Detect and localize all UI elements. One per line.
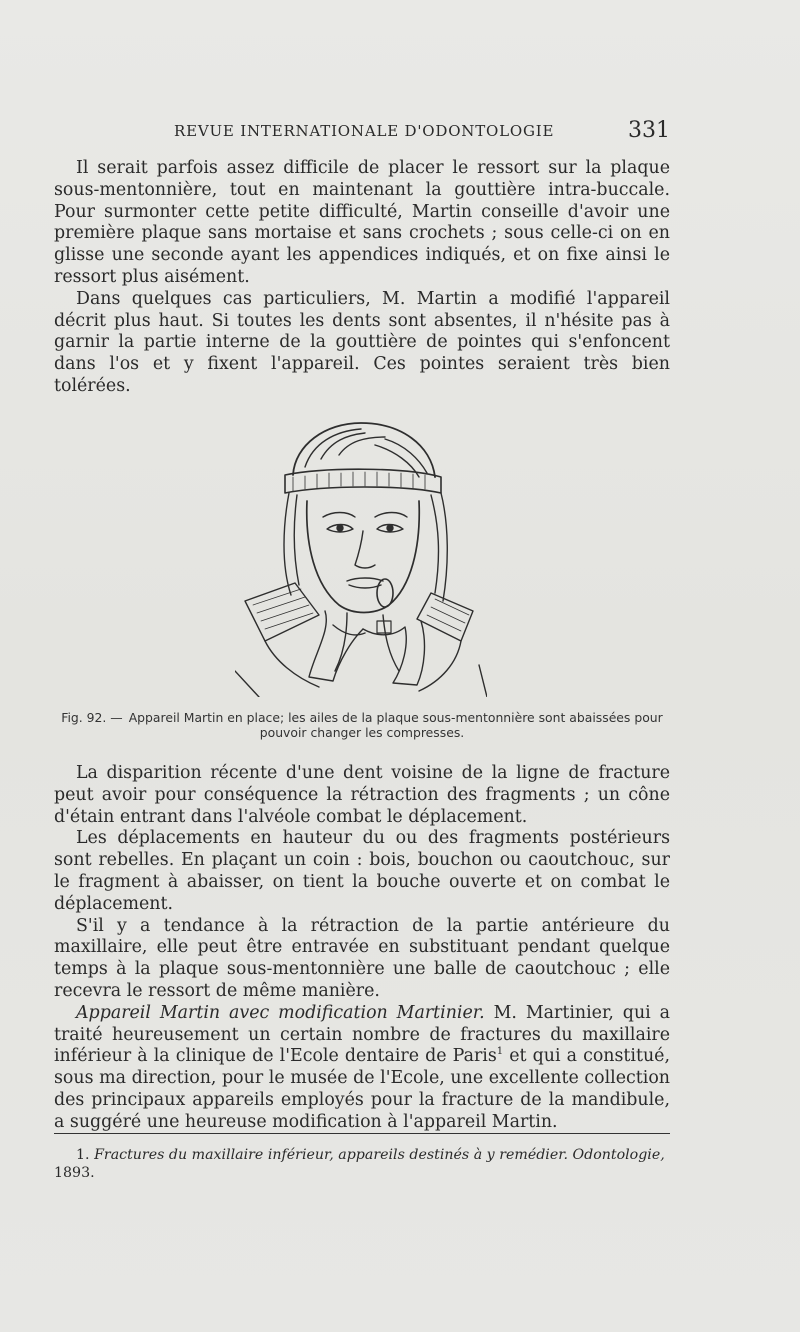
footnote-reference: 1 <box>496 1046 504 1058</box>
footnote <box>54 1146 670 1182</box>
figure-caption-text: Appareil Martin en place; les ailes de la plaque sous-mentonnière sont abaissées pour pouvoir changer les compresses. <box>128 710 663 740</box>
paragraph-martinier <box>54 1003 670 1134</box>
text-block-bottom <box>54 763 670 1134</box>
paragraph: Les déplacements en hauteur du ou des fragments postérieurs sont rebelles. En plaçant un coin : bois, bouchon ou caoutchouc, sur le fragment à abaisser, on tient la bouche ouverte et on combat le déplacement. <box>54 828 670 914</box>
paragraph: S'il y a tendance à la rétraction de la partie antérieure du maxillaire, elle peut être entravée en substituant pendant quelque temps à la plaque sous-mentonnière une balle de caoutchouc ; elle recevra le ressort de même manière. <box>54 915 670 1001</box>
text-block-top <box>54 158 670 398</box>
footnote-rule <box>54 1133 670 1134</box>
footnote-year: 1893. <box>54 1165 95 1181</box>
paragraph: La disparition récente d'une dent voisine de la ligne de fracture peut avoir pour conséquence la rétraction des fragments ; un cône d'étain entrant dans l'alvéole combat le déplacement. <box>54 763 670 827</box>
figure-illustration <box>235 415 487 697</box>
italic-lead: Appareil Martin avec modification Martinier. <box>76 1002 485 1023</box>
figure-label: Fig. 92. — <box>61 710 123 725</box>
paragraph: Il serait parfois assez difficile de placer le ressort sur la plaque sous-mentonnière, tout en maintenant la gouttière intra-buccale. Pour surmonter cette petite difficulté, Martin conseille d'avoir une première plaque sans mortaise et sans crochets ; sous celle-ci on en glisse une seconde ayant les appendices indiqués, et on fixe ainsi le ressort plus aisément. <box>54 158 670 287</box>
running-header <box>54 118 670 148</box>
running-title: REVUE INTERNATIONALE D'ODONTOLOGIE <box>174 122 555 140</box>
engraved-head-icon <box>235 415 487 697</box>
page-number: 331 <box>628 118 670 143</box>
paragraph-text: et qui a constitué, sous ma direction, pour le musée de l'Ecole, une excellente collection des principaux appareils employés pour la fracture de la mandibule, a suggéré une heureuse modification à l'appareil Martin. <box>54 1046 670 1132</box>
footnote-citation: Fractures du maxillaire inférieur, appareils destinés à y remédier. Odontologie, <box>94 1147 665 1163</box>
figure-caption <box>54 710 670 740</box>
paragraph: Dans quelques cas particuliers, M. Martin a modifié l'appareil décrit plus haut. Si toutes les dents sont absentes, il n'hésite pas à garnir la partie interne de la gouttière de pointes qui s'enfoncent dans l'os et y fixent l'appareil. Ces pointes seraient très bien tolérées. <box>54 288 670 396</box>
footnote-number: 1. <box>76 1147 90 1163</box>
paragraph-text: M. Martinier, qui a traité heureusement un certain nombre de fractures du maxillaire inférieur à la clinique de l'Ecole dentaire de Paris <box>54 1002 670 1067</box>
